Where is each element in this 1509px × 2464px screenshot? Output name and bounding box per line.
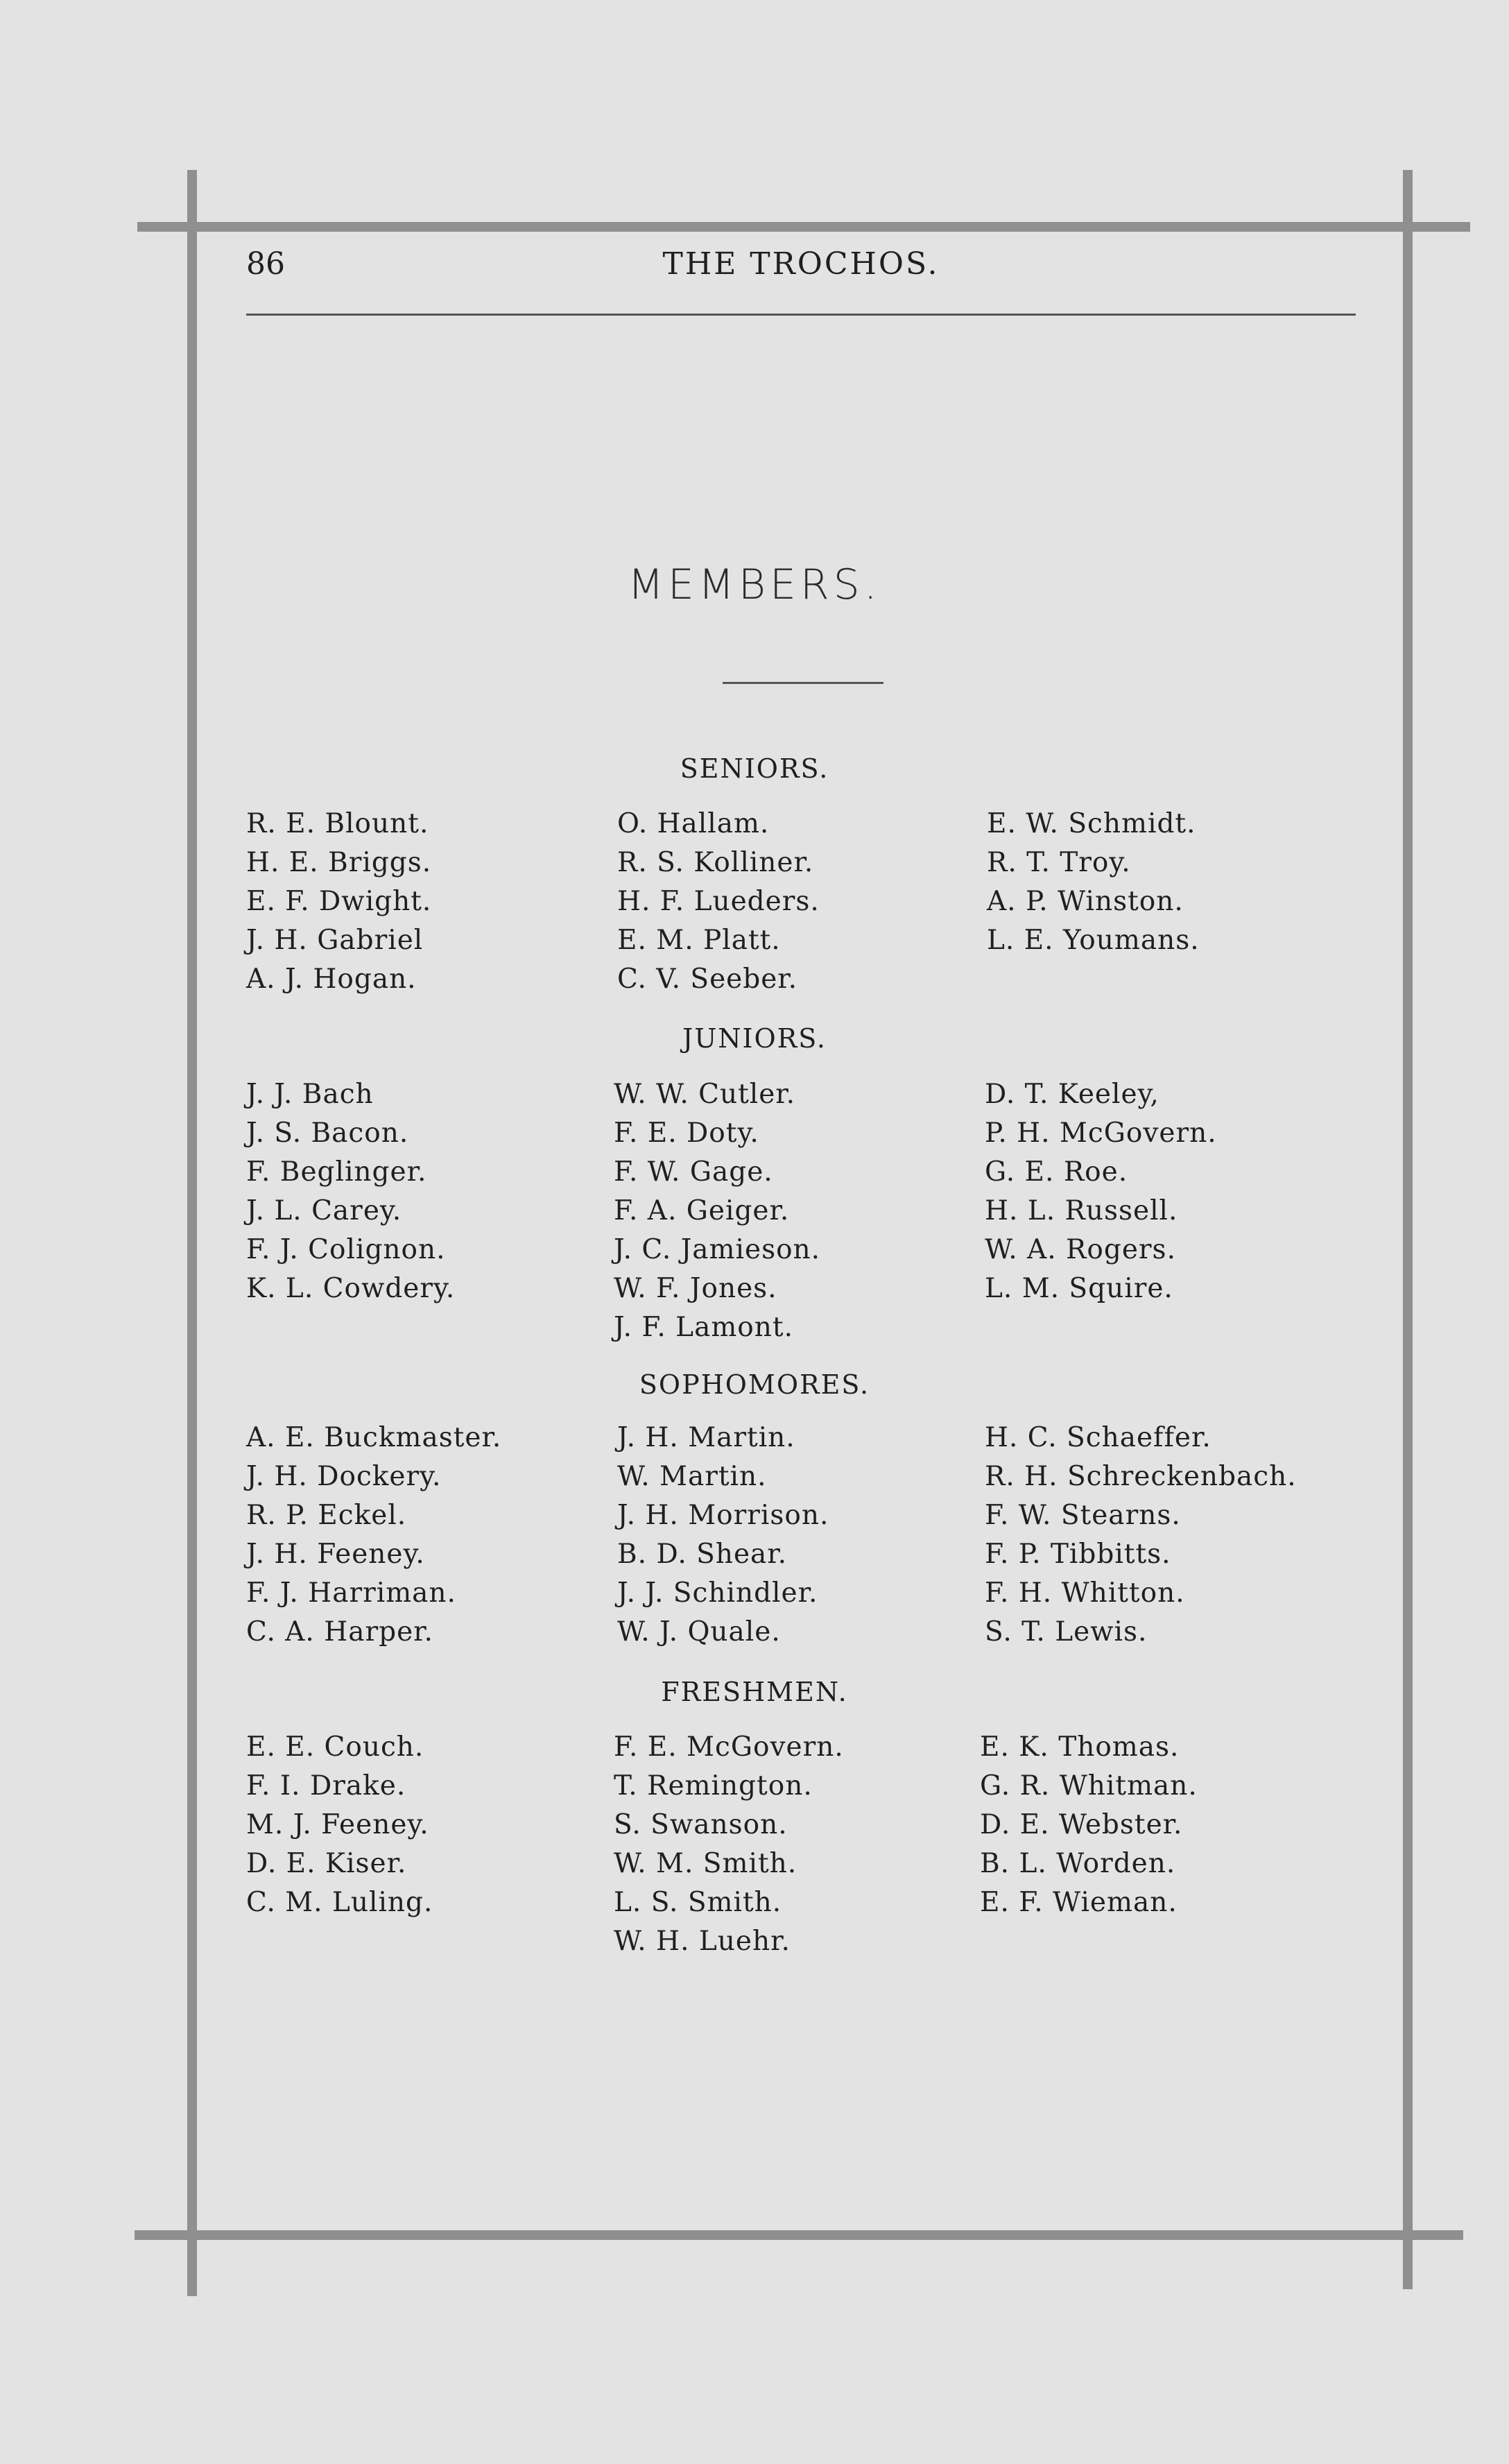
member-name: H. L. Russell. bbox=[985, 1195, 1178, 1226]
member-name: C. A. Harper. bbox=[246, 1616, 433, 1648]
member-name: K. L. Cowdery. bbox=[246, 1273, 456, 1304]
member-name: W. W. Cutler. bbox=[614, 1079, 796, 1110]
member-name: H. E. Briggs. bbox=[246, 847, 432, 878]
member-name: F. I. Drake. bbox=[246, 1770, 406, 1802]
member-name: W. J. Quale. bbox=[617, 1616, 781, 1648]
member-name: J. J. Schindler. bbox=[617, 1577, 818, 1609]
sophomores-column-3 bbox=[985, 1419, 1297, 1652]
member-name: T. Remington. bbox=[614, 1770, 813, 1802]
member-name: L. M. Squire. bbox=[985, 1273, 1173, 1304]
frame-bottom-rule bbox=[135, 2230, 1463, 2240]
juniors-column-2 bbox=[614, 1075, 820, 1347]
section-heading-freshmen: FRESHMEN. bbox=[661, 1677, 848, 1707]
member-name: G. R. Whitman. bbox=[980, 1770, 1198, 1802]
member-name: S. Swanson. bbox=[614, 1809, 788, 1840]
member-name: D. E. Kiser. bbox=[246, 1848, 407, 1879]
member-name: F. Beglinger. bbox=[246, 1156, 427, 1188]
title-divider bbox=[723, 682, 883, 684]
member-name: C. M. Luling. bbox=[246, 1887, 433, 1918]
member-name: W. H. Luehr. bbox=[614, 1926, 791, 1957]
member-name: E. E. Couch. bbox=[246, 1731, 424, 1763]
member-name: W. F. Jones. bbox=[614, 1273, 777, 1304]
page-number: 86 bbox=[246, 246, 285, 282]
seniors-column-1 bbox=[246, 805, 431, 999]
member-name: J. C. Jamieson. bbox=[614, 1234, 821, 1265]
member-name: B. L. Worden. bbox=[980, 1848, 1176, 1879]
running-title: THE TROCHOS. bbox=[662, 246, 940, 282]
member-name: D. T. Keeley, bbox=[985, 1079, 1159, 1110]
member-name: R. P. Eckel. bbox=[246, 1500, 407, 1531]
member-name: R. E. Blount. bbox=[246, 808, 429, 839]
member-name: R. H. Schreckenbach. bbox=[985, 1461, 1297, 1492]
member-name: F. W. Gage. bbox=[614, 1156, 773, 1188]
juniors-column-1 bbox=[246, 1075, 455, 1308]
member-name: F. E. Doty. bbox=[614, 1118, 759, 1149]
member-name: H. F. Lueders. bbox=[617, 886, 820, 917]
member-name: F. H. Whitton. bbox=[985, 1577, 1185, 1609]
freshmen-column-3 bbox=[980, 1728, 1198, 1922]
sophomores-column-1 bbox=[246, 1419, 501, 1652]
member-name: J. J. Bach bbox=[246, 1079, 374, 1110]
member-name: P. H. McGovern. bbox=[985, 1118, 1217, 1149]
member-name: M. J. Feeney. bbox=[246, 1809, 429, 1840]
member-name: G. E. Roe. bbox=[985, 1156, 1128, 1188]
member-name: E. M. Platt. bbox=[617, 925, 781, 956]
member-name: F. A. Geiger. bbox=[614, 1195, 790, 1226]
member-name: E. F. Dwight. bbox=[246, 886, 432, 917]
member-name: A. P. Winston. bbox=[987, 886, 1184, 917]
member-name: J. H. Dockery. bbox=[246, 1461, 442, 1492]
member-name: O. Hallam. bbox=[617, 808, 770, 839]
page-title: MEMBERS. bbox=[628, 561, 881, 609]
section-heading-sophomores: SOPHOMORES. bbox=[639, 1369, 870, 1400]
member-name: J. H. Feeney. bbox=[246, 1539, 425, 1570]
member-name: L. E. Youmans. bbox=[987, 925, 1200, 956]
frame-right-rule bbox=[1403, 170, 1413, 2289]
section-heading-seniors: SENIORS. bbox=[680, 753, 829, 784]
member-name: W. M. Smith. bbox=[614, 1848, 797, 1879]
member-name: L. S. Smith. bbox=[614, 1887, 782, 1918]
member-name: R. T. Troy. bbox=[987, 847, 1131, 878]
freshmen-column-2 bbox=[614, 1728, 844, 1961]
member-name: J. S. Bacon. bbox=[246, 1118, 409, 1149]
member-name: F. P. Tibbitts. bbox=[985, 1539, 1171, 1570]
member-name: J. H. Morrison. bbox=[617, 1500, 829, 1531]
sophomores-column-2 bbox=[617, 1419, 829, 1652]
header-divider bbox=[246, 314, 1356, 316]
member-name: C. V. Seeber. bbox=[617, 964, 798, 995]
member-name: H. C. Schaeffer. bbox=[985, 1422, 1211, 1453]
frame-top-rule bbox=[137, 222, 1470, 232]
seniors-column-2 bbox=[617, 805, 820, 999]
member-name: W. Martin. bbox=[617, 1461, 767, 1492]
member-name: E. W. Schmidt. bbox=[987, 808, 1196, 839]
juniors-column-3 bbox=[985, 1075, 1217, 1308]
member-name: A. J. Hogan. bbox=[246, 964, 417, 995]
member-name: F. E. McGovern. bbox=[614, 1731, 844, 1763]
member-name: W. A. Rogers. bbox=[985, 1234, 1176, 1265]
seniors-column-3 bbox=[987, 805, 1200, 960]
member-name: A. E. Buckmaster. bbox=[246, 1422, 502, 1453]
member-name: F. J. Colignon. bbox=[246, 1234, 446, 1265]
member-name: J. H. Martin. bbox=[617, 1422, 795, 1453]
member-name: J. H. Gabriel bbox=[246, 925, 424, 956]
member-name: S. T. Lewis. bbox=[985, 1616, 1148, 1648]
member-name: R. S. Kolliner. bbox=[617, 847, 814, 878]
member-name: J. F. Lamont. bbox=[614, 1312, 793, 1343]
member-name: F. W. Stearns. bbox=[985, 1500, 1181, 1531]
member-name: E. K. Thomas. bbox=[980, 1731, 1180, 1763]
member-name: B. D. Shear. bbox=[617, 1539, 788, 1570]
member-name: D. E. Webster. bbox=[980, 1809, 1183, 1840]
section-heading-juniors: JUNIORS. bbox=[682, 1023, 827, 1054]
member-name: J. L. Carey. bbox=[246, 1195, 402, 1226]
freshmen-column-1 bbox=[246, 1728, 433, 1922]
frame-left-rule bbox=[187, 170, 197, 2296]
member-name: E. F. Wieman. bbox=[980, 1887, 1178, 1918]
running-head bbox=[246, 246, 1356, 295]
member-name: F. J. Harriman. bbox=[246, 1577, 456, 1609]
